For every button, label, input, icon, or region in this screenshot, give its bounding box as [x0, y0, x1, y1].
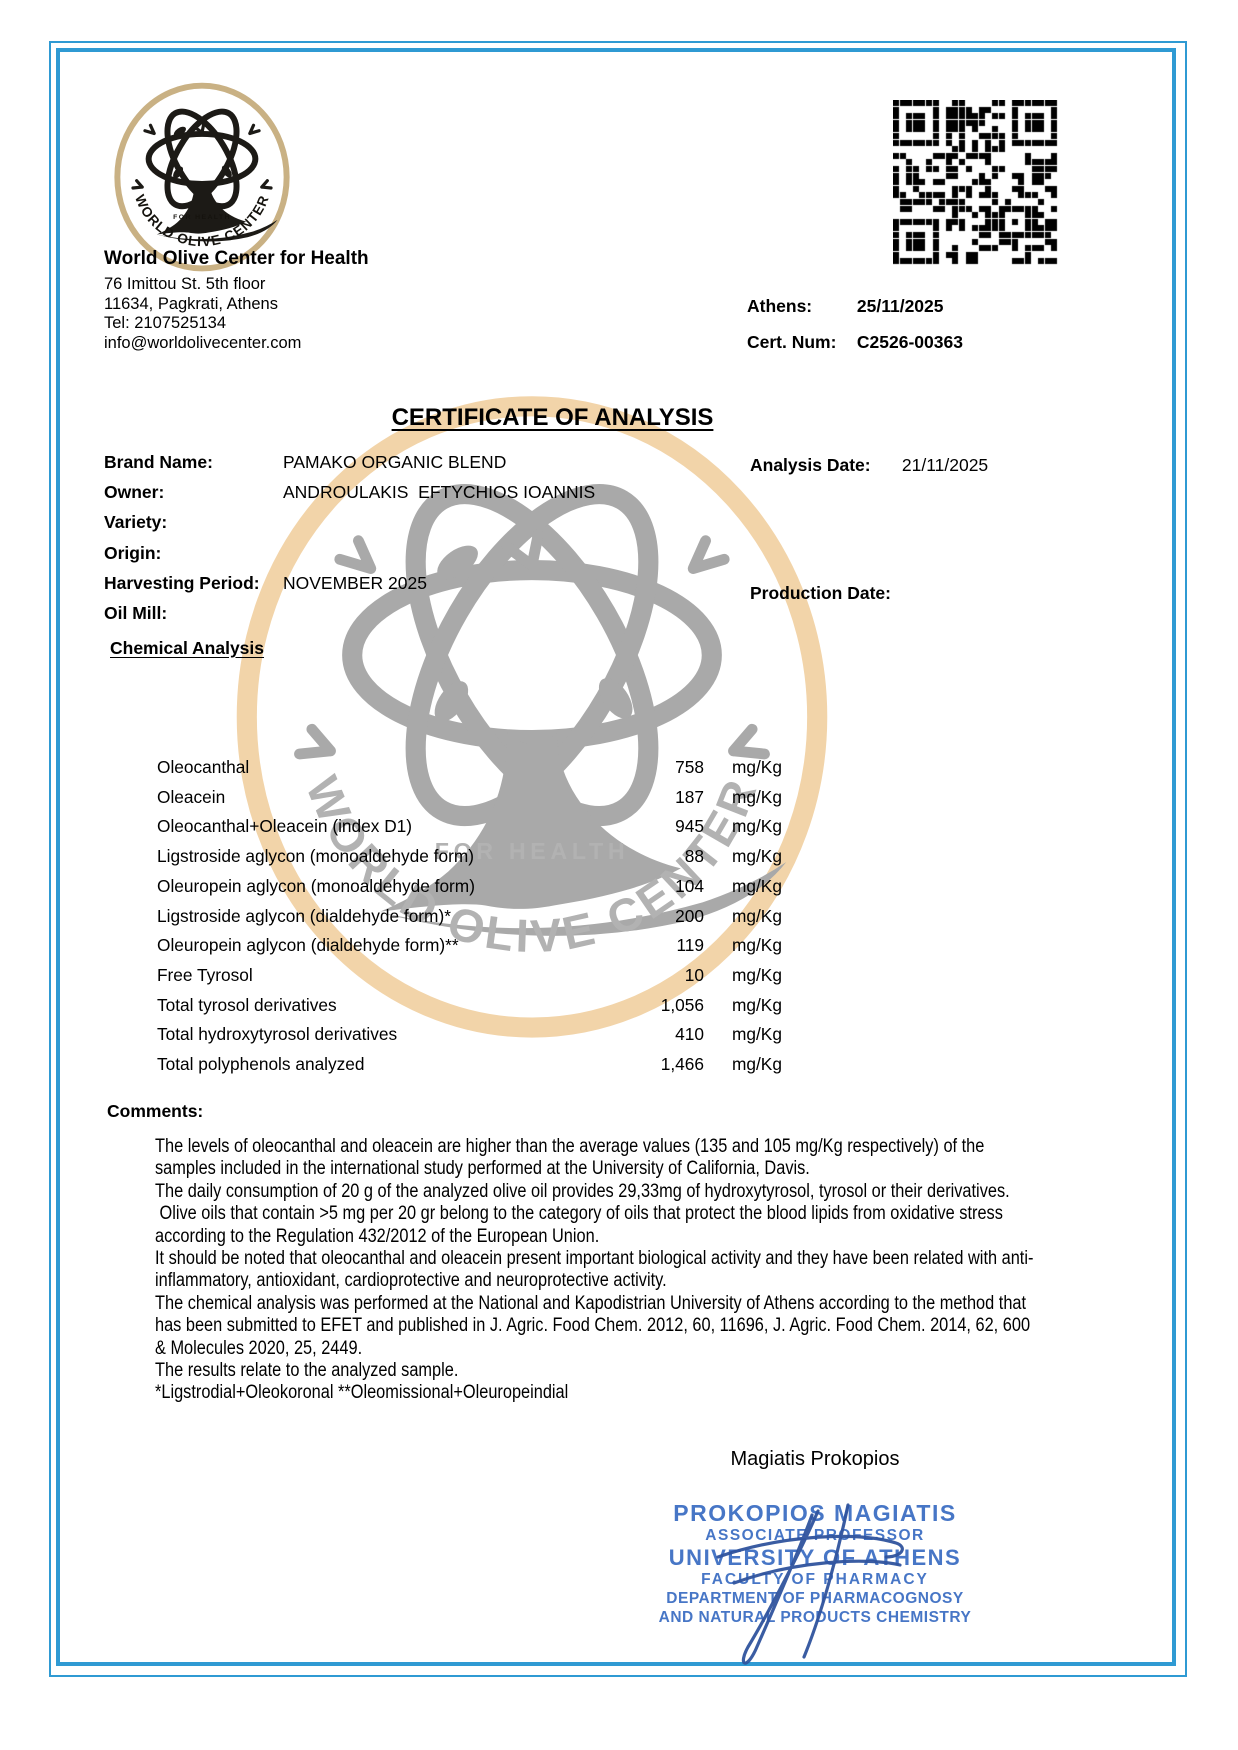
table-row — [157, 995, 790, 1016]
table-row — [157, 816, 790, 837]
field-label: Harvesting Period: — [104, 572, 260, 593]
analyte-name: Total hydroxytyrosol derivatives — [157, 1024, 398, 1045]
stamp-line: UNIVERSITY OF ATHENS — [668, 1545, 962, 1570]
cert-number-row — [747, 332, 963, 353]
issue-place-row — [747, 296, 944, 317]
table-row — [157, 757, 790, 778]
analyte-unit: mg/Kg — [732, 816, 782, 837]
analyte-value: 200 — [675, 905, 704, 926]
field-label: Brand Name: — [104, 452, 213, 472]
field-label: Oil Mill: — [104, 603, 168, 623]
analyte-name: Oleocanthal — [157, 757, 250, 777]
stamp-line: PROKOPIOS MAGIATIS — [673, 1500, 957, 1526]
table-row — [157, 787, 790, 808]
analyte-name: Ligstroside aglycon (dialdehyde form)* — [157, 905, 451, 926]
table-row — [157, 876, 790, 897]
production-date-label: Production Date: — [750, 583, 891, 603]
field-row — [104, 482, 595, 503]
organization-block — [104, 248, 504, 353]
comment-paragraph: *Ligstrodial+Oleokoronal **Oleomissional+Oleuropeindial — [155, 1382, 569, 1404]
analysis-date-value: 21/11/2025 — [901, 455, 989, 475]
analyte-unit: mg/Kg — [732, 1024, 782, 1045]
chemical-analysis-heading: Chemical Analysis — [110, 638, 265, 658]
analyte-unit: mg/Kg — [732, 935, 782, 956]
stamp-line: AND NATURAL PRODUCTS CHEMISTRY — [658, 1609, 972, 1626]
organization-email: info@worldolivecenter.com — [104, 333, 302, 352]
analyte-name: Oleocanthal+Oleacein (index D1) — [157, 816, 413, 837]
field-value: ANDROULAKIS EFTYCHIOS IOANNIS — [283, 482, 596, 503]
analyte-name: Oleacein — [157, 786, 226, 807]
signer-name: Magiatis Prokopios — [730, 1448, 900, 1470]
organization-address-line1: 76 Imittou St. 5th floor — [104, 275, 266, 293]
analyte-unit: mg/Kg — [732, 875, 782, 896]
analyte-unit: mg/Kg — [732, 1054, 782, 1074]
analysis-date-label: Analysis Date: — [750, 455, 871, 475]
comments-body — [155, 1136, 1045, 1405]
stamp-line: ASSOCIATE PROFESSOR — [705, 1527, 925, 1544]
analyte-value: 758 — [675, 757, 704, 777]
analysis-date-row — [750, 455, 988, 476]
organization-name: World Olive Center for Health — [104, 248, 369, 269]
table-row — [157, 1024, 790, 1045]
analyte-unit: mg/Kg — [732, 846, 782, 867]
field-row — [104, 452, 506, 473]
comment-paragraph: The chemical analysis was performed at the National and Kapodistrian University of Athens according to the method that has been submitted to EFET and published in J. Agric. Food Chem. 2012, 60, 11696, J. Agric. Food Chem. 2014, 62, 600 & Molecules 2020, 25, 2449. — [155, 1292, 1035, 1359]
field-row — [104, 603, 283, 624]
production-date-row — [750, 583, 891, 604]
analyte-unit: mg/Kg — [732, 994, 782, 1015]
table-row — [157, 1054, 790, 1075]
issue-place-label: Athens: — [747, 296, 813, 316]
analyte-unit: mg/Kg — [732, 786, 782, 807]
handwritten-signature — [690, 1495, 920, 1670]
comment-paragraph: It should be noted that oleocanthal and oleacein present important biological activity and they have been related with anti-inflammatory, antioxidant, cardioprotective and neuroprotective activity. — [155, 1248, 1034, 1292]
comment-paragraph: The results relate to the analyzed sample. — [155, 1360, 459, 1382]
analyte-name: Ligstroside aglycon (monoaldehyde form) — [157, 846, 474, 867]
analyte-value: 410 — [675, 1024, 704, 1045]
stamp-line: FACULTY OF PHARMACY — [701, 1571, 929, 1588]
analyte-name: Oleuropein aglycon (monoaldehyde form) — [157, 875, 475, 896]
comment-paragraph: The daily consumption of 20 g of the analyzed olive oil provides 29,33mg of hydroxytyrosol, tyrosol or their derivatives. — [155, 1180, 1010, 1202]
cert-number-label: Cert. Num: — [747, 332, 837, 352]
page-title: CERTIFICATE OF ANALYSIS — [391, 404, 714, 431]
field-row — [104, 543, 283, 564]
table-row — [157, 965, 790, 986]
field-row — [104, 573, 427, 594]
analyte-value: 119 — [676, 935, 704, 956]
analyte-unit: mg/Kg — [732, 905, 782, 926]
analyte-value: 945 — [675, 816, 704, 837]
analyte-unit: mg/Kg — [732, 757, 782, 777]
comment-paragraph: The levels of oleocanthal and oleacein are higher than the average values (135 and 105 mg/Kg respectively) of the samples included in the international study performed at the University of California, Davis. — [155, 1136, 989, 1180]
analyte-value: 1,056 — [660, 994, 704, 1015]
qr-code-icon — [893, 100, 1058, 265]
analyte-name: Free Tyrosol — [157, 964, 253, 985]
table-row — [157, 906, 790, 927]
stamp-line: DEPARTMENT OF PHARMACOGNOSY — [666, 1590, 964, 1607]
analyte-value: 187 — [675, 786, 704, 807]
analyte-name: Total polyphenols analyzed — [157, 1054, 365, 1074]
organization-address-line2: 11634, Pagkrati, Athens — [104, 294, 278, 313]
analyte-unit: mg/Kg — [732, 964, 782, 985]
analyte-value: 104 — [675, 875, 704, 896]
field-label: Origin: — [104, 542, 162, 563]
organization-phone: Tel: 2107525134 — [104, 314, 227, 332]
field-label: Owner: — [104, 482, 165, 503]
issue-date-value: 25/11/2025 — [856, 296, 944, 316]
analyte-name: Oleuropein aglycon (dialdehyde form)** — [157, 935, 459, 956]
table-row — [157, 846, 790, 867]
field-value: NOVEMBER 2025 — [283, 572, 427, 593]
analyte-value: 10 — [684, 964, 704, 985]
comments-heading: Comments: — [107, 1101, 204, 1121]
comment-paragraph: Olive oils that contain >5 mg per 20 gr belong to the category of oils that protect the blood lipids from oxidative stress according to the Regulation 432/2012 of the European Union. — [155, 1203, 1008, 1247]
analyte-value: 1,466 — [660, 1054, 704, 1074]
field-row — [104, 512, 283, 533]
field-value: PAMAKO ORGANIC BLEND — [283, 452, 507, 472]
field-label: Variety: — [104, 512, 168, 533]
table-row — [157, 935, 790, 956]
cert-number-value: C2526-00363 — [856, 332, 963, 352]
analyte-name: Total tyrosol derivatives — [157, 994, 337, 1015]
analyte-value: 88 — [684, 846, 704, 867]
